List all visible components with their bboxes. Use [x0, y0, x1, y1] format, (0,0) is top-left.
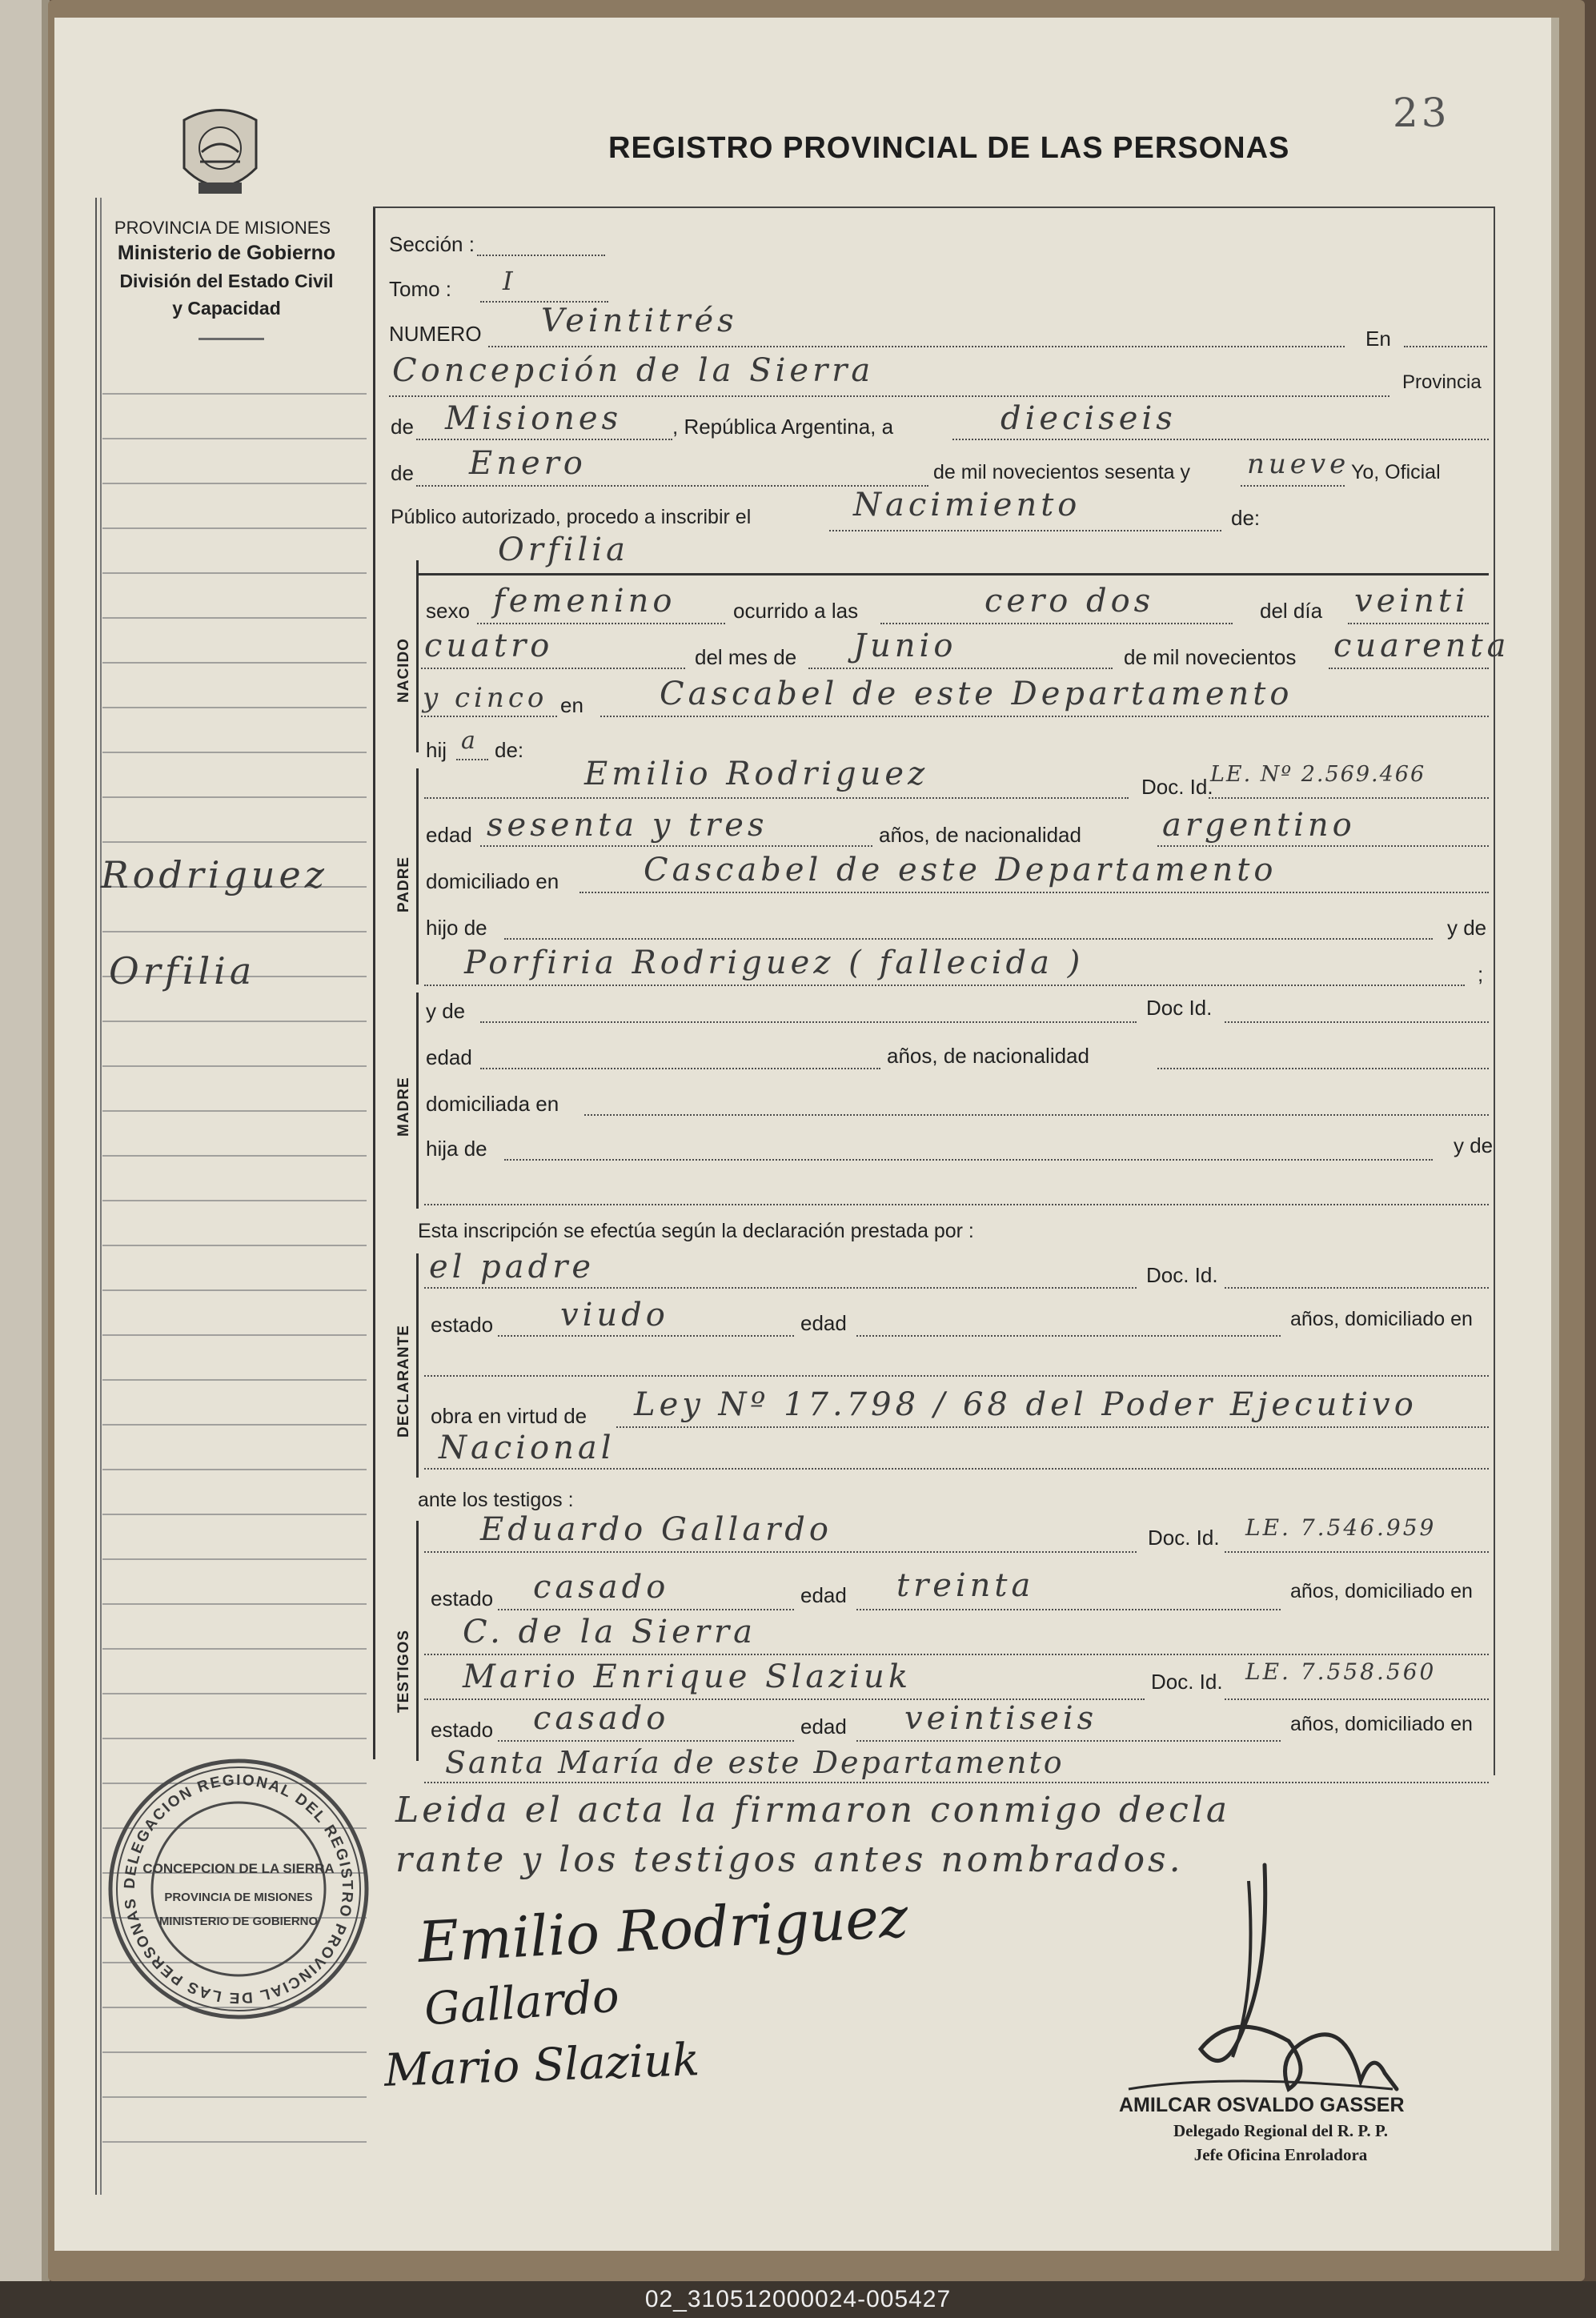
- testigo1-anios-label: años, domiciliado en: [1290, 1580, 1473, 1602]
- nac-lugar-value: Cascabel de este Departamento: [660, 676, 1293, 712]
- hora-value: cero dos: [984, 583, 1155, 620]
- testigo2-anios-label: años, domiciliado en: [1290, 1713, 1473, 1735]
- nacido-nombre-value: Orfilia: [498, 531, 629, 568]
- declarante-anios-label: años, domiciliado en: [1290, 1308, 1473, 1330]
- padre-doc-value: LE. Nº 2.569.466: [1210, 762, 1426, 787]
- padre-nacionalidad-value: argentino: [1162, 807, 1356, 844]
- lugar-value: Concepción de la Sierra: [392, 352, 875, 389]
- declarante-estado-value: viudo: [560, 1297, 669, 1333]
- oficial-label: Yo, Oficial: [1351, 461, 1441, 483]
- ocurrido-label: ocurrido a las: [733, 599, 859, 623]
- testigos-section-label: TESTIGOS: [395, 1629, 412, 1713]
- declarante-section-label: DECLARANTE: [395, 1325, 412, 1438]
- padre-edad-label: edad: [426, 823, 472, 847]
- del-mes-label: del mes de: [695, 645, 797, 669]
- declarante-estado-label: estado: [431, 1313, 494, 1337]
- testigo1-doc-label: Doc. Id.: [1148, 1526, 1220, 1550]
- signature-official-scribble: [1105, 1849, 1409, 2113]
- madre-y-de-label: y de: [426, 999, 466, 1023]
- padre-madre-value: Porfiria Rodriguez ( fallecida ): [464, 944, 1085, 981]
- province-name: PROVINCIA DE MISIONES: [114, 218, 331, 238]
- testigo2-edad-label: edad: [800, 1714, 847, 1738]
- padre-domicilio-value: Cascabel de este Departamento: [644, 852, 1277, 888]
- sexo-value: femenino: [493, 583, 676, 620]
- stamp-center-line1: CONCEPCION DE LA SIERRA: [142, 1861, 335, 1876]
- numero-value: Veintitrés: [541, 303, 738, 339]
- testigo1-edad-label: edad: [800, 1583, 847, 1607]
- madre-y-de2-label: y de: [1454, 1133, 1494, 1157]
- dia-inscripcion-value: dieciseis: [1001, 400, 1177, 437]
- tomo-label: Tomo :: [389, 277, 452, 301]
- madre-section-label: MADRE: [395, 1077, 412, 1137]
- testigo2-doc-value: LE. 7.558.560: [1245, 1658, 1437, 1685]
- testigo1-domicilio: C. de la Sierra: [463, 1614, 756, 1650]
- declarante-doc-label: Doc. Id.: [1146, 1263, 1218, 1287]
- official-title2: Jefe Oficina Enroladora: [1193, 2145, 1368, 2164]
- anio-inscripcion-value: nueve: [1247, 448, 1350, 480]
- closing-line2: rante y los testigos antes nombrados.: [395, 1839, 1184, 1880]
- page-number: 23: [1393, 90, 1450, 136]
- stamp-center-line3: MINISTERIO DE GOBIERNO: [158, 1915, 319, 1928]
- anio-value-b: y cinco: [423, 682, 548, 714]
- testigo2-estado-label: estado: [431, 1718, 494, 1742]
- testigo2-edad-value: veintiseis: [904, 1700, 1098, 1737]
- republica-label: , República Argentina, a: [672, 415, 894, 439]
- testigo1-edad-value: treinta: [896, 1567, 1035, 1604]
- svg-text:DELEGACION REGIONAL DEL REGIST: [122, 1772, 355, 2006]
- stamp-center-line2: PROVINCIA DE MISIONES: [164, 1891, 313, 1904]
- image-caption: 02_310512000024-005427: [644, 2286, 952, 2312]
- padre-nombre-value: Emilio Rodriguez: [584, 756, 929, 792]
- hijo-label: hij: [426, 738, 447, 762]
- nacido-section-label: NACIDO: [395, 638, 412, 703]
- padre-semicolon: ;: [1478, 962, 1484, 986]
- tomo-value: I: [503, 266, 517, 296]
- declarante-intro: Esta inscripción se efectúa según la declaración prestada por :: [418, 1220, 974, 1242]
- testigo2-estado-value: casado: [533, 1700, 670, 1737]
- obra-value-a: Ley Nº 17.798 / 68 del Poder Ejecutivo: [634, 1386, 1418, 1423]
- declarante-nombre-value: el padre: [429, 1249, 595, 1285]
- padre-hijo-label: hijo de: [426, 916, 487, 940]
- de2-label: de: [391, 461, 414, 485]
- padre-domicilio-label: domiciliado en: [426, 869, 559, 893]
- padre-anios-label: años, de nacionalidad: [879, 823, 1081, 847]
- madre-doc-label: Doc Id.: [1146, 996, 1213, 1020]
- sexo-label: sexo: [426, 599, 470, 623]
- testigo1-estado-label: estado: [431, 1586, 494, 1610]
- stamp-ring-text: DELEGACION REGIONAL DEL REGISTRO PROVINCIAL DE LAS PERSONAS: [121, 1771, 356, 2007]
- nac-mes-value: Junio: [853, 628, 957, 664]
- mes-inscripcion-value: Enero: [469, 445, 587, 482]
- division-line1: División del Estado Civil: [119, 271, 334, 291]
- anio-value-a: cuarenta: [1333, 628, 1510, 664]
- testigo2-nombre: Mario Enrique Slaziuk: [463, 1658, 912, 1695]
- signature-testigo2: Mario Slaziuk: [383, 2034, 701, 2097]
- page-title: REGISTRO PROVINCIAL DE LAS PERSONAS: [608, 131, 1290, 165]
- margin-given-name: Orfilia: [109, 949, 256, 993]
- official-title1: Delegado Regional del R. P. P.: [1173, 2121, 1388, 2140]
- madre-hija-label: hija de: [426, 1137, 487, 1161]
- padre-y-de-label: y de: [1447, 916, 1487, 940]
- obra-label: obra en virtud de: [431, 1404, 587, 1428]
- acto-value: Nacimiento: [853, 487, 1081, 523]
- testigo1-doc-value: LE. 7.546.959: [1245, 1514, 1437, 1541]
- closing-line1: Leida el acta la firmaron conmigo decla: [395, 1790, 1231, 1831]
- testigo1-estado-value: casado: [533, 1569, 670, 1606]
- madre-anios-label: años, de nacionalidad: [887, 1044, 1089, 1068]
- mil-label: de mil novecientos sesenta y: [933, 461, 1191, 483]
- margin-surname: Rodriguez: [101, 853, 329, 896]
- provincia-value: Misiones: [445, 400, 623, 437]
- testigos-intro: ante los testigos :: [418, 1489, 574, 1511]
- nac-en-label: en: [560, 693, 583, 717]
- testigo1-nombre: Eduardo Gallardo: [480, 1511, 832, 1548]
- dia-value-a: veinti: [1354, 583, 1470, 620]
- obra-value-b: Nacional: [439, 1430, 616, 1466]
- del-dia-label: del día: [1260, 599, 1323, 623]
- madre-domicilio-label: domiciliada en: [426, 1092, 559, 1116]
- padre-edad-value: sesenta y tres: [487, 807, 768, 844]
- hijo-value: a: [461, 727, 479, 755]
- provincia-label: Provincia: [1402, 371, 1482, 393]
- nac-mil-label: de mil novecientos: [1124, 645, 1297, 669]
- hijo-de-label: de:: [495, 738, 524, 762]
- seccion-label: Sección :: [389, 232, 475, 256]
- coat-of-arms-seal: [176, 104, 264, 208]
- en-label: En: [1365, 327, 1391, 351]
- declarante-edad-label: edad: [800, 1311, 847, 1335]
- de-label: de: [391, 415, 414, 439]
- adjacent-page-edge: [0, 0, 50, 2318]
- signature-testigo1: Gallardo: [423, 1970, 621, 2036]
- signature-declarante: Emilio Rodriguez: [416, 1884, 910, 1975]
- testigo2-doc-label: Doc. Id.: [1151, 1670, 1223, 1694]
- numero-label: NUMERO: [389, 322, 482, 346]
- padre-section-label: PADRE: [395, 856, 412, 912]
- division-line2: y Capacidad: [172, 298, 281, 319]
- official-stamp: [102, 1753, 375, 2025]
- official-name: AMILCAR OSVALDO GASSER: [1119, 2094, 1405, 2116]
- testigo2-domicilio: Santa María de este Departamento: [445, 1745, 1065, 1780]
- padre-doc-label: Doc. Id.: [1141, 775, 1213, 799]
- dia-value-b: cuatro: [424, 628, 554, 664]
- de3-label: de:: [1231, 506, 1261, 530]
- ministry-name: Ministerio de Gobierno: [117, 242, 336, 264]
- publico-label: Público autorizado, procedo a inscribir el: [391, 506, 752, 528]
- madre-edad-label: edad: [426, 1045, 472, 1069]
